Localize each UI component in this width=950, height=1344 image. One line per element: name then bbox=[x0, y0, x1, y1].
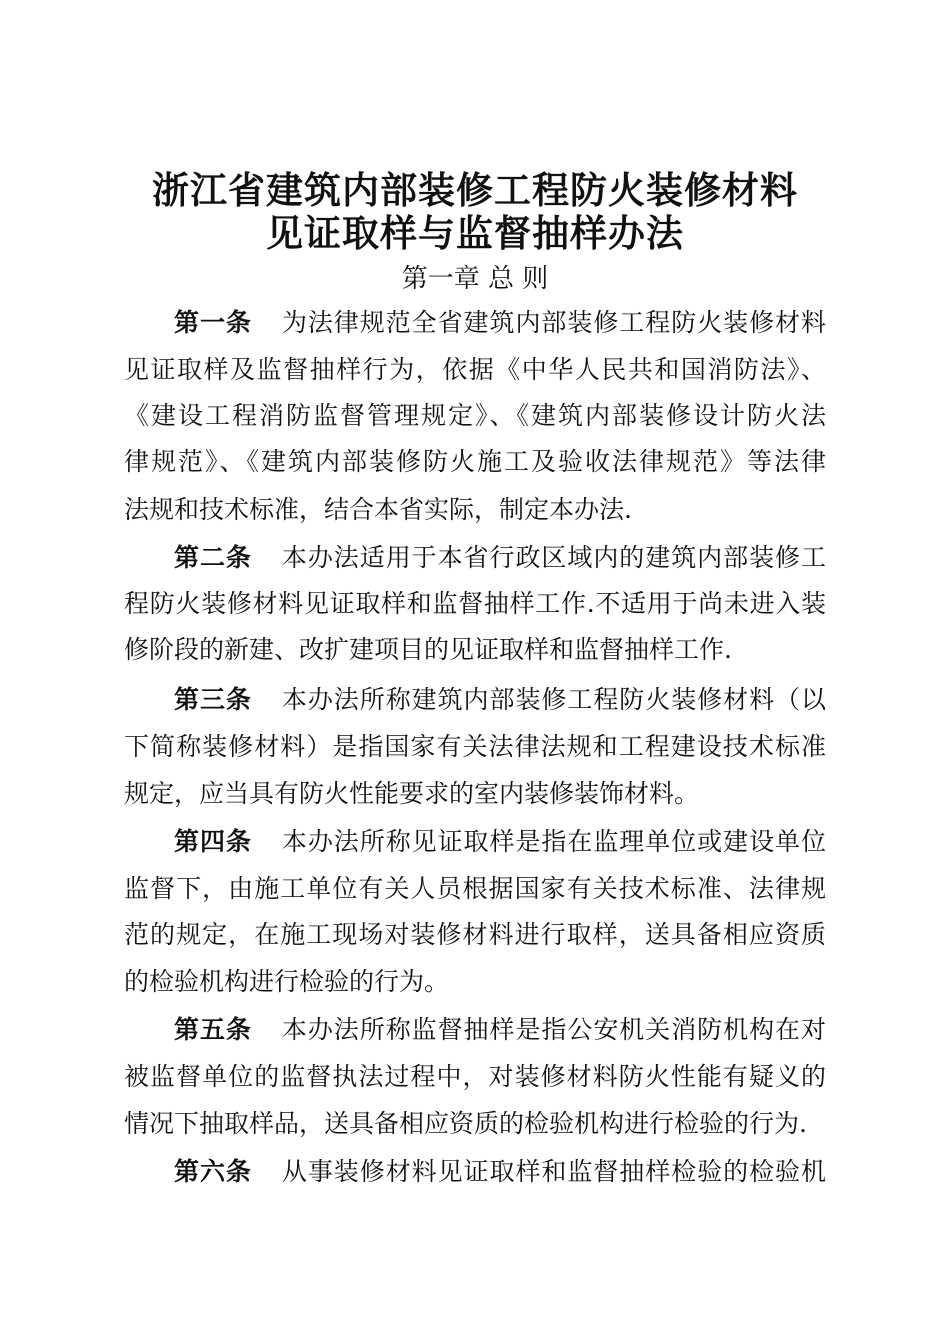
article-1-line-4: 律规范》、《建筑内部装修防火施工及验收法律规范》等法律 bbox=[124, 447, 826, 476]
article-1-line-3: 《建设工程消防监督管理规定》、《建筑内部装修设计防火法 bbox=[124, 401, 826, 430]
chapter-heading: 第一章 总 则 bbox=[401, 264, 549, 294]
article-3-line-1 bbox=[174, 680, 826, 720]
article-1-line-1 bbox=[174, 303, 826, 343]
article-3-line-2: 下简称装修材料）是指国家有关法律法规和工程建设技术标准 bbox=[124, 732, 826, 761]
article-5-text: 本办法所称监督抽样是指公安机关消防机构在对 bbox=[281, 1015, 826, 1044]
article-6-text: 从事装修材料见证取样和监督抽样检验的检验机 bbox=[281, 1157, 826, 1186]
article-2-line-1 bbox=[174, 538, 826, 578]
article-1-line-5: 法规和技术标准，结合本省实际，制定本办法. bbox=[124, 495, 632, 524]
article-3-line-3: 规定，应当具有防火性能要求的室内装修装饰材料。 bbox=[124, 779, 700, 808]
article-4-line-3: 范的规定，在施工现场对装修材料进行取样，送具备相应资质 bbox=[124, 920, 826, 949]
article-1-label: 第一条 bbox=[174, 308, 252, 337]
article-1-line-2: 见证取样及监督抽样行为，依据《中华人民共和国消防法》、 bbox=[124, 355, 826, 384]
article-3-label: 第三条 bbox=[174, 685, 252, 714]
article-4-line-1 bbox=[174, 822, 826, 862]
article-1-text: 为法律规范全省建筑内部装修工程防火装修材料 bbox=[281, 308, 826, 337]
article-2-line-3: 修阶段的新建、改扩建项目的见证取样和监督抽样工作. bbox=[124, 635, 732, 664]
article-2-text: 本办法适用于本省行政区域内的建筑内部装修工 bbox=[281, 543, 826, 572]
article-6-line-1 bbox=[174, 1152, 826, 1192]
article-4-label: 第四条 bbox=[174, 827, 252, 856]
document-title-line-2: 见证取样与监督抽样办法 bbox=[266, 211, 684, 255]
article-6-label: 第六条 bbox=[174, 1157, 252, 1186]
article-2-line-2: 程防火装修材料见证取样和监督抽样工作.不适用于尚未进入装 bbox=[124, 589, 826, 618]
article-5-label: 第五条 bbox=[174, 1015, 252, 1044]
article-4-line-2: 监督下，由施工单位有关人员根据国家有关技术标准、法律规 bbox=[124, 874, 826, 903]
article-2-label: 第二条 bbox=[174, 543, 252, 572]
article-4-line-4: 的检验机构进行检验的行为。 bbox=[124, 967, 450, 996]
document-title-line-1: 浙江省建筑内部装修工程防火装修材料 bbox=[152, 168, 798, 212]
article-4-text: 本办法所称见证取样是指在监理单位或建设单位 bbox=[281, 827, 826, 856]
article-5-line-1 bbox=[174, 1010, 826, 1050]
article-5-line-3: 情况下抽取样品，送具备相应资质的检验机构进行检验的行为. bbox=[124, 1109, 807, 1138]
article-3-text: 本办法所称建筑内部装修工程防火装修材料（以 bbox=[281, 685, 826, 714]
article-5-line-2: 被监督单位的监督执法过程中，对装修材料防火性能有疑义的 bbox=[124, 1062, 826, 1091]
